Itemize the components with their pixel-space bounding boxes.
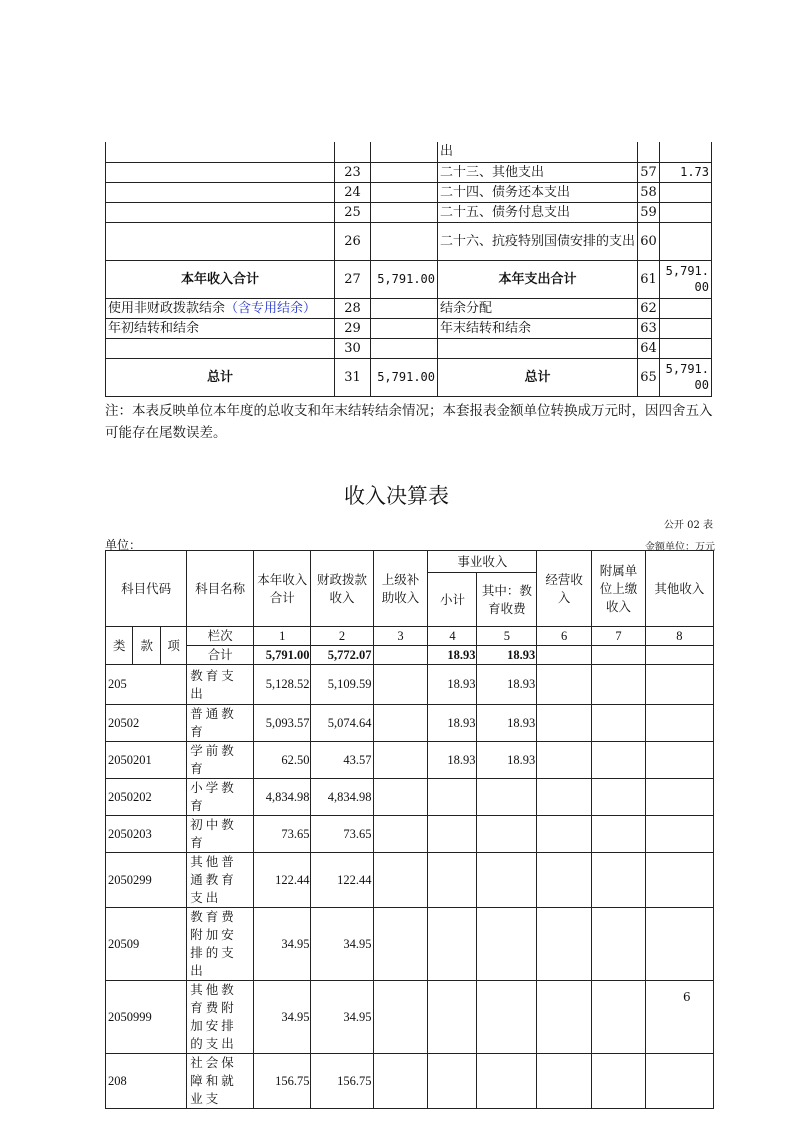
header-column-no: 栏次 bbox=[187, 627, 254, 646]
amount-cell bbox=[477, 816, 537, 853]
amount-cell bbox=[373, 665, 428, 705]
left-amount bbox=[371, 202, 438, 222]
amount-cell bbox=[645, 981, 713, 1054]
amount-cell bbox=[373, 853, 428, 908]
subject-name: 学前教育 bbox=[187, 742, 254, 779]
right-label bbox=[438, 182, 638, 202]
total-value bbox=[645, 646, 713, 665]
subject-name: 社会保障和就业支 bbox=[187, 1054, 254, 1109]
right-label-text: 总计 bbox=[524, 369, 551, 385]
total-label: 合计 bbox=[187, 646, 254, 665]
table-row bbox=[106, 981, 714, 1054]
amount-cell bbox=[592, 665, 646, 705]
summary-row bbox=[106, 338, 712, 358]
income-expense-summary-table bbox=[105, 142, 712, 397]
subject-code: 2050299 bbox=[106, 853, 187, 908]
summary-row bbox=[106, 162, 712, 182]
left-line-no bbox=[335, 202, 371, 222]
table-row bbox=[106, 779, 714, 816]
right-label-text: 二十六、抗疫特别国债安排的支出 bbox=[440, 233, 636, 249]
left-label bbox=[106, 318, 335, 338]
amount-cell bbox=[537, 908, 592, 981]
summary-row bbox=[106, 260, 712, 298]
amount-cell: 4,834.98 bbox=[254, 779, 311, 816]
left-line-no bbox=[335, 318, 371, 338]
amount-cell bbox=[477, 908, 537, 981]
left-label bbox=[106, 338, 335, 358]
amount-cell bbox=[373, 705, 428, 742]
right-label bbox=[438, 338, 638, 358]
total-value bbox=[537, 646, 592, 665]
left-label bbox=[106, 202, 335, 222]
right-label bbox=[438, 162, 638, 182]
amount-cell: 18.93 bbox=[428, 742, 477, 779]
subject-code: 20509 bbox=[106, 908, 187, 981]
right-amount bbox=[660, 338, 712, 358]
amount-cell bbox=[592, 1054, 646, 1109]
amount-cell bbox=[645, 908, 713, 981]
subject-code: 2050203 bbox=[106, 816, 187, 853]
left-line-no bbox=[335, 142, 371, 162]
summary-row bbox=[106, 358, 712, 396]
amount-cell: 18.93 bbox=[477, 665, 537, 705]
amount-cell bbox=[592, 853, 646, 908]
left-line-no bbox=[335, 358, 371, 396]
left-amount bbox=[371, 358, 438, 396]
right-amount bbox=[660, 298, 712, 318]
left-line-no bbox=[335, 222, 371, 260]
right-label-text: 结余分配 bbox=[440, 300, 493, 316]
table-row bbox=[106, 705, 714, 742]
header-kuan: 款 bbox=[133, 627, 160, 665]
left-amount bbox=[371, 142, 438, 162]
amount-cell bbox=[373, 779, 428, 816]
right-line-no bbox=[638, 182, 660, 202]
subject-name: 教育费附加安排的支出 bbox=[187, 908, 254, 981]
right-line-no-text: 57 bbox=[640, 164, 657, 180]
amount-cell: 156.75 bbox=[254, 1054, 311, 1109]
amount-cell bbox=[592, 981, 646, 1054]
right-label bbox=[438, 260, 638, 298]
left-amount-text: 5,791.00 bbox=[377, 369, 435, 384]
subject-name: 初中教育 bbox=[187, 816, 254, 853]
right-amount-text: 5,791.00 bbox=[665, 264, 709, 294]
right-label-text: 出 bbox=[440, 144, 454, 160]
header-business-subtotal: 小计 bbox=[428, 573, 477, 627]
right-label bbox=[438, 202, 638, 222]
amount-cell bbox=[592, 779, 646, 816]
amount-cell bbox=[592, 742, 646, 779]
amount-cell bbox=[428, 853, 477, 908]
total-row bbox=[106, 646, 714, 665]
amount-cell bbox=[537, 742, 592, 779]
subject-code: 20502 bbox=[106, 705, 187, 742]
left-line-no bbox=[335, 338, 371, 358]
amount-cell bbox=[428, 816, 477, 853]
amount-cell: 34.95 bbox=[254, 981, 311, 1054]
header-other: 其他收入 bbox=[645, 551, 713, 627]
amount-cell bbox=[428, 779, 477, 816]
amount-cell: 156.75 bbox=[311, 1054, 373, 1109]
left-label bbox=[106, 298, 335, 318]
summary-row bbox=[106, 182, 712, 202]
subject-code: 205 bbox=[106, 665, 187, 705]
table-note: 注：本表反映单位本年度的总收支和年末结转结余情况；本套报表金额单位转换成万元时，因四舍五入可能存在尾数误差。 bbox=[105, 403, 713, 441]
total-value: 5,772.07 bbox=[311, 646, 373, 665]
left-line-no-text: 29 bbox=[344, 320, 361, 336]
right-amount bbox=[660, 182, 712, 202]
left-line-no-text: 24 bbox=[344, 184, 361, 200]
right-line-no bbox=[638, 142, 660, 162]
table-row bbox=[106, 665, 714, 705]
amount-cell bbox=[477, 779, 537, 816]
left-label-text: 总计 bbox=[206, 369, 233, 385]
left-amount-text: 5,791.00 bbox=[377, 271, 435, 286]
right-label bbox=[438, 298, 638, 318]
left-label bbox=[106, 182, 335, 202]
header-operating: 经营收入 bbox=[537, 551, 592, 627]
form-number: 公开 02 表 bbox=[663, 520, 713, 531]
right-line-no-text: 58 bbox=[640, 184, 657, 200]
subject-code: 2050999 bbox=[106, 981, 187, 1054]
amount-cell: 73.65 bbox=[254, 816, 311, 853]
col-number: 3 bbox=[373, 627, 428, 646]
right-line-no-text: 62 bbox=[640, 300, 657, 316]
left-label bbox=[106, 162, 335, 182]
amount-cell: 5,128.52 bbox=[254, 665, 311, 705]
right-amount bbox=[660, 358, 712, 396]
col-number: 7 bbox=[592, 627, 646, 646]
amount-cell bbox=[477, 1054, 537, 1109]
amount-cell bbox=[645, 816, 713, 853]
amount-cell: 73.65 bbox=[311, 816, 373, 853]
amount-cell: 5,109.59 bbox=[311, 665, 373, 705]
total-value bbox=[592, 646, 646, 665]
amount-cell bbox=[477, 853, 537, 908]
header-lei: 类 bbox=[106, 627, 133, 665]
amount-cell bbox=[477, 981, 537, 1054]
unit-label: 单位： bbox=[105, 538, 142, 552]
amount-cell: 5,093.57 bbox=[254, 705, 311, 742]
amount-cell bbox=[537, 981, 592, 1054]
right-line-no bbox=[638, 318, 660, 338]
page-title: 收入决算表 bbox=[344, 484, 449, 508]
left-amount bbox=[371, 182, 438, 202]
amount-cell: 18.93 bbox=[428, 705, 477, 742]
right-line-no bbox=[638, 298, 660, 318]
amount-cell bbox=[645, 779, 713, 816]
right-label-text: 本年支出合计 bbox=[498, 271, 577, 287]
amount-cell bbox=[373, 908, 428, 981]
left-line-no-text: 23 bbox=[344, 164, 361, 180]
total-value: 5,791.00 bbox=[254, 646, 311, 665]
table-row bbox=[106, 742, 714, 779]
amount-cell bbox=[428, 1054, 477, 1109]
table-row bbox=[106, 816, 714, 853]
amount-cell bbox=[428, 981, 477, 1054]
left-label-note: （含专用结余） bbox=[225, 300, 317, 316]
right-amount bbox=[660, 202, 712, 222]
amount-cell: 34.95 bbox=[254, 908, 311, 981]
left-line-no-text: 26 bbox=[344, 233, 361, 249]
subject-code: 2050201 bbox=[106, 742, 187, 779]
left-line-no-text: 28 bbox=[344, 300, 361, 316]
amount-cell bbox=[428, 908, 477, 981]
right-line-no bbox=[638, 202, 660, 222]
col-number: 4 bbox=[428, 627, 477, 646]
right-line-no bbox=[638, 162, 660, 182]
left-line-no bbox=[335, 162, 371, 182]
table-row bbox=[106, 908, 714, 981]
left-line-no-text: 25 bbox=[344, 204, 361, 220]
amount-cell: 62.50 bbox=[254, 742, 311, 779]
amount-cell bbox=[537, 853, 592, 908]
amount-cell: 5,074.64 bbox=[311, 705, 373, 742]
left-amount bbox=[371, 222, 438, 260]
left-label-text: 本年收入合计 bbox=[180, 271, 259, 287]
total-value bbox=[373, 646, 428, 665]
right-line-no bbox=[638, 358, 660, 396]
summary-row bbox=[106, 222, 712, 260]
right-label bbox=[438, 358, 638, 396]
header-business-edu: 其中：教育收费 bbox=[477, 573, 537, 627]
right-amount-text: 5,791.00 bbox=[665, 362, 709, 392]
left-label bbox=[106, 358, 335, 396]
right-amount bbox=[660, 162, 712, 182]
right-line-no bbox=[638, 222, 660, 260]
amount-cell bbox=[645, 742, 713, 779]
right-label bbox=[438, 142, 638, 162]
left-amount bbox=[371, 260, 438, 298]
right-amount bbox=[660, 318, 712, 338]
left-line-no-text: 30 bbox=[344, 340, 361, 356]
amount-cell bbox=[373, 1054, 428, 1109]
right-amount bbox=[660, 222, 712, 260]
amount-cell bbox=[645, 1054, 713, 1109]
amount-cell: 34.95 bbox=[311, 981, 373, 1054]
amount-cell bbox=[645, 853, 713, 908]
right-amount bbox=[660, 260, 712, 298]
left-line-no bbox=[335, 260, 371, 298]
amount-cell bbox=[592, 908, 646, 981]
col-number: 1 bbox=[254, 627, 311, 646]
left-amount bbox=[371, 318, 438, 338]
amount-cell bbox=[373, 742, 428, 779]
subject-name: 小学教育 bbox=[187, 779, 254, 816]
col-number: 8 bbox=[645, 627, 713, 646]
amount-cell bbox=[592, 816, 646, 853]
header-fiscal: 财政拨款收入 bbox=[311, 551, 373, 627]
header-superior: 上级补助收入 bbox=[373, 551, 428, 627]
table-row bbox=[106, 853, 714, 908]
table-row bbox=[106, 1054, 714, 1109]
subject-code: 2050202 bbox=[106, 779, 187, 816]
col-number: 2 bbox=[311, 627, 373, 646]
left-label bbox=[106, 260, 335, 298]
left-label bbox=[106, 222, 335, 260]
page-number: 6 bbox=[683, 990, 691, 1004]
right-label-text: 二十五、债务付息支出 bbox=[440, 204, 571, 220]
amount-cell: 18.93 bbox=[428, 665, 477, 705]
summary-row bbox=[106, 318, 712, 338]
left-amount bbox=[371, 298, 438, 318]
amount-cell bbox=[537, 1054, 592, 1109]
amount-cell: 34.95 bbox=[311, 908, 373, 981]
amount-cell: 18.93 bbox=[477, 742, 537, 779]
amount-cell bbox=[537, 665, 592, 705]
right-line-no-text: 60 bbox=[640, 233, 657, 249]
header-xiang: 项 bbox=[160, 627, 186, 665]
subject-name: 普通教育 bbox=[187, 705, 254, 742]
left-label-text: 使用非财政拨款结余 bbox=[108, 300, 226, 316]
amount-cell: 4,834.98 bbox=[311, 779, 373, 816]
summary-row bbox=[106, 142, 712, 162]
amount-cell: 122.44 bbox=[254, 853, 311, 908]
right-label bbox=[438, 222, 638, 260]
right-line-no-text: 64 bbox=[640, 340, 657, 356]
right-line-no-text: 63 bbox=[640, 320, 657, 336]
left-line-no bbox=[335, 182, 371, 202]
amount-cell: 122.44 bbox=[311, 853, 373, 908]
col-number: 5 bbox=[477, 627, 537, 646]
amount-cell bbox=[537, 779, 592, 816]
subject-name: 其他普通教育支出 bbox=[187, 853, 254, 908]
amount-cell: 43.57 bbox=[311, 742, 373, 779]
total-value: 18.93 bbox=[428, 646, 477, 665]
left-line-no-text: 31 bbox=[344, 369, 361, 385]
subject-name: 教育支出 bbox=[187, 665, 254, 705]
income-final-accounts-table bbox=[105, 550, 714, 1109]
header-total: 本年收入合计 bbox=[254, 551, 311, 627]
right-line-no bbox=[638, 338, 660, 358]
left-line-no-text: 27 bbox=[344, 271, 361, 287]
header-code: 科目代码 bbox=[106, 551, 187, 627]
left-line-no bbox=[335, 298, 371, 318]
header-affiliated: 附属单位上缴收入 bbox=[592, 551, 646, 627]
right-line-no bbox=[638, 260, 660, 298]
right-label-text: 二十三、其他支出 bbox=[440, 164, 545, 180]
right-label-text: 二十四、债务还本支出 bbox=[440, 184, 571, 200]
amount-cell bbox=[537, 816, 592, 853]
amount-cell bbox=[537, 705, 592, 742]
amount-cell bbox=[645, 705, 713, 742]
total-value: 18.93 bbox=[477, 646, 537, 665]
amount-cell bbox=[592, 705, 646, 742]
amount-cell bbox=[373, 816, 428, 853]
summary-row bbox=[106, 202, 712, 222]
right-amount-text: 1.73 bbox=[680, 164, 709, 179]
amount-cell: 18.93 bbox=[477, 705, 537, 742]
money-unit-label: 金额单位：万元 bbox=[645, 542, 715, 553]
amount-cell bbox=[645, 665, 713, 705]
subject-name: 其他教育费附加安排的支出 bbox=[187, 981, 254, 1054]
summary-row bbox=[106, 298, 712, 318]
left-label-text: 年初结转和结余 bbox=[108, 320, 200, 336]
col-number: 6 bbox=[537, 627, 592, 646]
right-label bbox=[438, 318, 638, 338]
right-amount bbox=[660, 142, 712, 162]
left-amount bbox=[371, 338, 438, 358]
right-line-no-text: 65 bbox=[640, 369, 657, 385]
header-business-group: 事业收入 bbox=[428, 551, 537, 573]
subject-code: 208 bbox=[106, 1054, 187, 1109]
right-line-no-text: 59 bbox=[640, 204, 657, 220]
right-line-no-text: 61 bbox=[640, 271, 657, 287]
amount-cell bbox=[373, 981, 428, 1054]
left-label bbox=[106, 142, 335, 162]
header-name: 科目名称 bbox=[187, 551, 254, 627]
right-label-text: 年末结转和结余 bbox=[440, 320, 532, 336]
left-amount bbox=[371, 162, 438, 182]
